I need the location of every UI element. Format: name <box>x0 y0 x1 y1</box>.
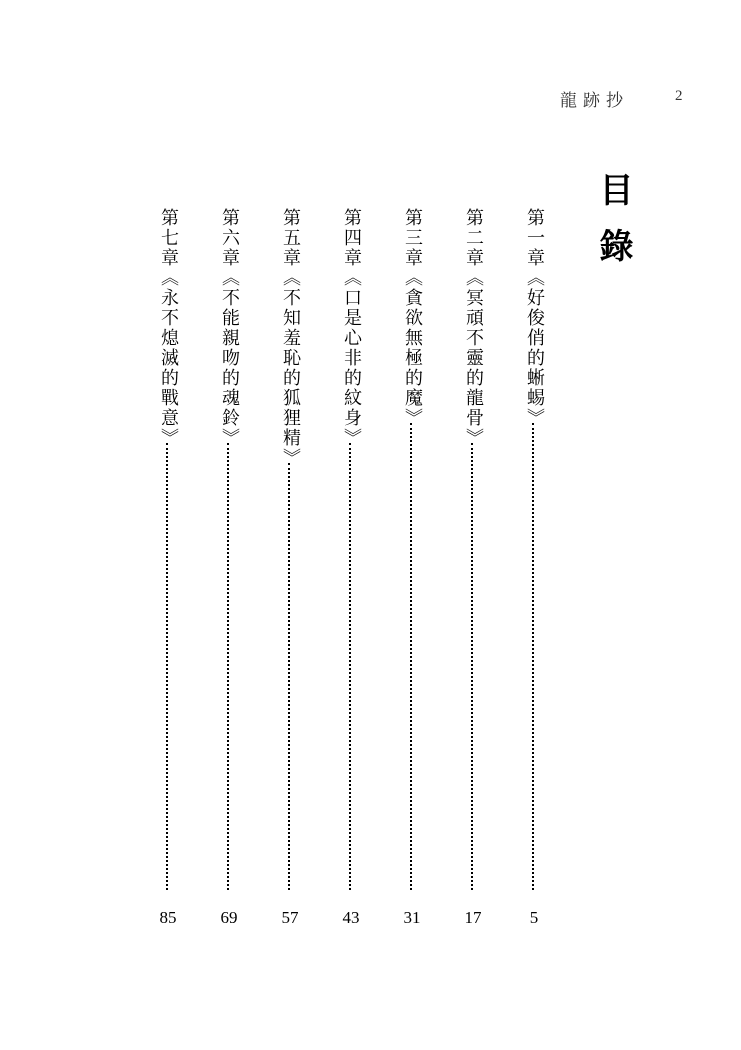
leader-dots <box>410 423 416 890</box>
toc-entry-chapter-2[interactable] <box>458 208 488 928</box>
chapter-label: 第一章 <box>524 208 545 268</box>
toc-entry-chapter-6[interactable] <box>214 208 244 928</box>
chapter-title <box>458 208 488 448</box>
toc-entry-chapter-4[interactable] <box>336 208 366 928</box>
running-head-book-title: 龍跡抄 <box>560 91 629 111</box>
chapter-label: 第五章 <box>280 208 301 268</box>
chapter-page-number: 69 <box>220 908 238 927</box>
chapter-page-number: 17 <box>464 908 482 927</box>
leader-dots <box>471 443 477 890</box>
leader-dots <box>349 443 355 890</box>
chapter-page-number: 43 <box>342 908 360 927</box>
chapter-name: 《不能親吻的魂鈴》 <box>219 268 240 448</box>
chapter-name: 《不知羞恥的狐狸精》 <box>280 268 301 468</box>
leader-dots <box>166 443 172 890</box>
leader-dots <box>227 443 233 890</box>
chapter-label: 第六章 <box>219 208 240 268</box>
chapter-title <box>336 208 366 448</box>
toc-heading: 目錄 <box>593 172 633 284</box>
chapter-page-number: 5 <box>529 908 539 927</box>
chapter-page-number: 85 <box>159 908 177 927</box>
chapter-page-number: 31 <box>403 908 421 927</box>
chapter-label: 第七章 <box>158 208 179 268</box>
chapter-title <box>397 208 427 428</box>
chapter-name: 《永不熄滅的戰意》 <box>158 268 179 448</box>
toc-entry-chapter-5[interactable] <box>275 208 305 928</box>
leader-dots <box>532 423 538 890</box>
toc-entry-chapter-1[interactable] <box>519 208 549 928</box>
chapter-name: 《冥頑不靈的龍骨》 <box>463 268 484 448</box>
chapter-title <box>214 208 244 448</box>
chapter-label: 第二章 <box>463 208 484 268</box>
leader-dots <box>288 463 294 890</box>
chapter-name: 《口是心非的紋身》 <box>341 268 362 448</box>
toc-entry-chapter-3[interactable] <box>397 208 427 928</box>
chapter-label: 第三章 <box>402 208 423 268</box>
chapter-name: 《貪欲無極的魔》 <box>402 268 423 428</box>
chapter-name: 《好俊俏的蜥蜴》 <box>524 268 545 428</box>
chapter-title <box>153 208 183 448</box>
chapter-title <box>519 208 549 428</box>
chapter-label: 第四章 <box>341 208 362 268</box>
chapter-page-number: 57 <box>281 908 299 927</box>
page-number: 2 <box>675 88 683 104</box>
chapter-title <box>275 208 305 468</box>
toc-entry-chapter-7[interactable] <box>153 208 183 928</box>
